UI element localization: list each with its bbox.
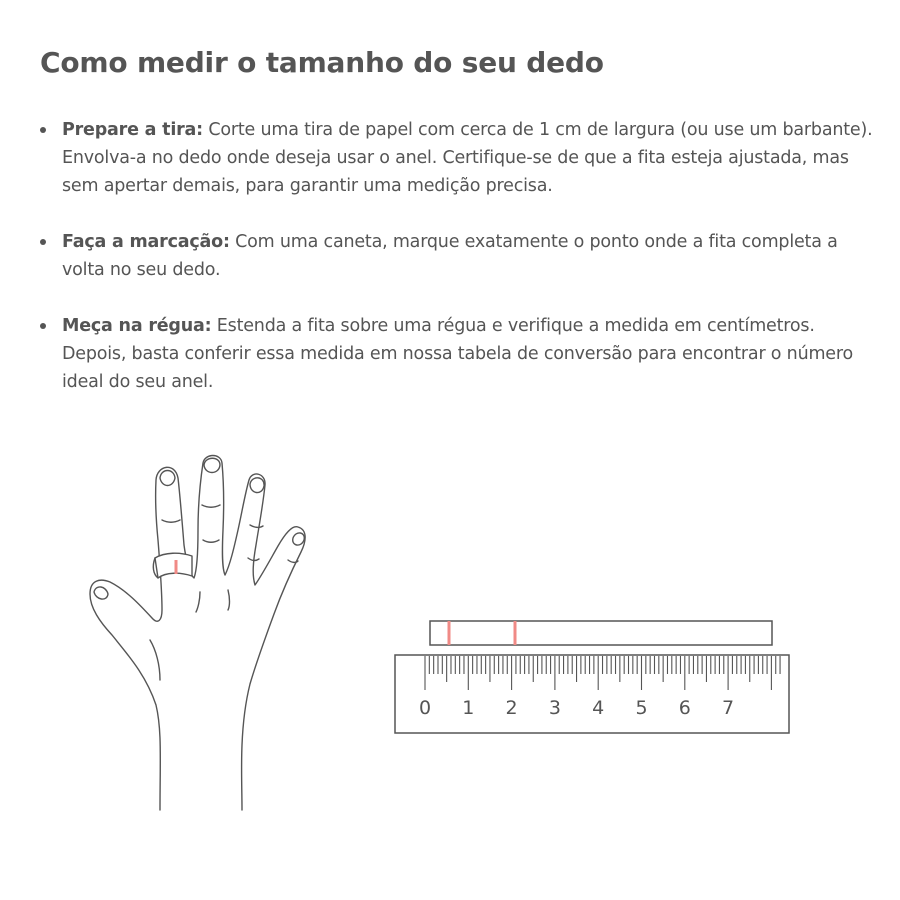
ruler-number: 1	[462, 697, 475, 719]
ruler-number: 2	[505, 697, 518, 719]
list-item	[40, 228, 875, 284]
measurement-illustration	[0, 400, 900, 820]
list-item	[40, 116, 875, 200]
page-title: Como medir o tamanho do seu dedo	[40, 46, 604, 79]
list-item	[40, 312, 875, 396]
step-text: Estenda a fita sobre uma régua e verifique a medida em centímetros. Depois, basta conferir essa medida em nossa tabela de conversão para encontrar o número ideal do seu anel.	[62, 316, 853, 392]
ruler-icon	[395, 655, 789, 733]
ruler-number: 5	[635, 697, 648, 719]
ruler-body	[395, 655, 789, 733]
step-label: Meça na régua:	[62, 316, 212, 336]
paper-strip	[430, 621, 772, 645]
hand-icon	[90, 456, 305, 811]
bullet-icon	[40, 323, 46, 329]
step-text: Com uma caneta, marque exatamente o ponto onde a fita completa a volta no seu dedo.	[62, 232, 838, 280]
ruler-number: 7	[722, 697, 735, 719]
step-label: Prepare a tira:	[62, 120, 203, 140]
ruler-number: 0	[418, 697, 432, 719]
ruler-number: 4	[592, 697, 605, 719]
step-text: Corte uma tira de papel com cerca de 1 cm de largura (ou use um barbante). Envolva-a no dedo onde deseja usar o anel. Certifique-se de que a fita esteja ajustada, mas sem apertar demais, para garantir uma medição precisa.	[62, 120, 873, 196]
ruler-number: 6	[678, 697, 691, 719]
bullet-icon	[40, 239, 46, 245]
bullet-icon	[40, 127, 46, 133]
ruler-number: 3	[548, 697, 561, 719]
instructions-list	[40, 116, 875, 424]
step-label: Faça a marcação:	[62, 232, 230, 252]
